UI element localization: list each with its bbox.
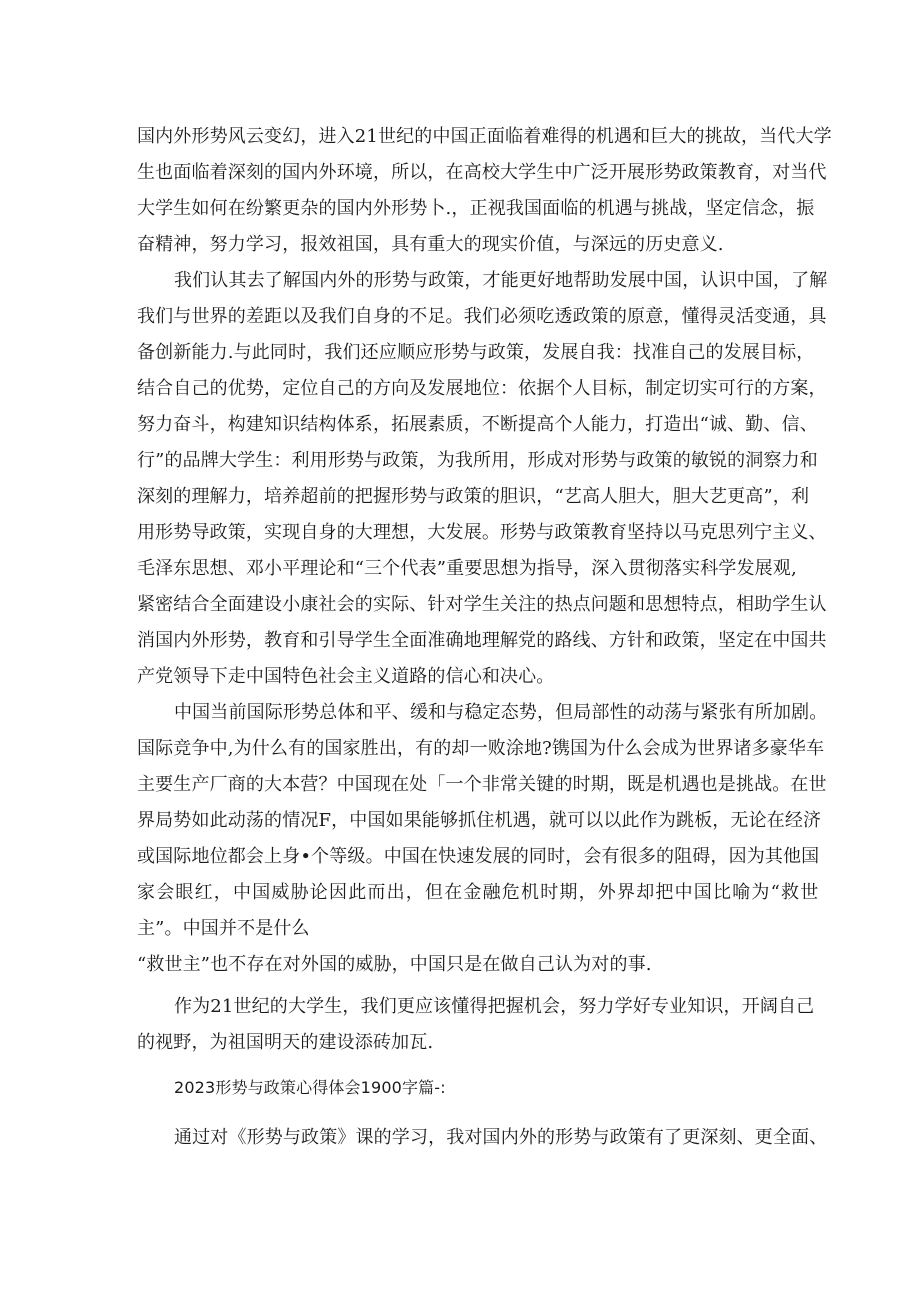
paragraph-3-line-3: 主要生产厂商的大本营？中国现在处「一个非常关键的时期，既是机遇也是挑战。在世	[137, 774, 827, 795]
paragraph-2-line-1: 我们认其去了解国内外的形势与政策，才能更好地帮助发展中国，认识中国，了解	[174, 270, 828, 291]
paragraph-2-line-5: 努力奋斗，构建知识结构体系，拓展素质，不断提高个人能力，打造出“诚、勤、信、	[137, 414, 818, 435]
paragraph-3-line-7: 主”。中国并不是什么	[137, 918, 310, 939]
paragraph-3-line-8: “救世主”也不存在对外国的威胁，中国只是在做自己认为对的事.	[137, 954, 652, 975]
paragraph-2-line-2: 我们与世界的差距以及我们自身的不足。我们必须吃透政策的原意，懂得灵活变通，具	[137, 306, 827, 327]
paragraph-3-line-2: 国际竞争中,为什么有的国家胜出，有的却一败涂地?镌国为什么会成为世界诸多豪华车	[137, 738, 825, 759]
paragraph-3-line-6: 家会眼红，中国威胁论因此而出，但在金融危机时期，外界却把中国比喻为“救世	[137, 882, 820, 903]
section-heading: 2023形势与政策心得体会1900字篇-:	[174, 1078, 446, 1097]
paragraph-3-line-4: 界局势如此动荡的情况F，中国如果能够抓住机遇，就可以以此作为跳板，无论在经济	[137, 810, 822, 831]
paragraph-2-line-10: 紧密结合全面建设小康社会的实际、针对学生关注的热点问题和思想特点，相助学生认	[137, 594, 827, 615]
paragraph-2-line-9: 毛泽东思想、邓小平理论和“三个代表”重要思想为指导，深入贯彻落实科学发展观,	[137, 558, 797, 579]
paragraph-2-line-3: 备创新能力.与此同时，我们还应顺应形势与政策，发展自我：找准自己的发展目标，	[137, 342, 815, 363]
paragraph-2-line-11: 消国内外形势，教育和引导学生全面准确地理解党的路线、方针和政策，坚定在中国共	[137, 630, 827, 651]
paragraph-2-line-4: 结合自己的优势，定位自己的方向及发展地位：依据个人目标，制定切实可行的方案，	[137, 378, 827, 399]
paragraph-2-line-6: 行”的品牌大学生：利用形势与政策，为我所用，形成对形势与政策的敏锐的洞察力和	[137, 450, 818, 471]
paragraph-4-line-1: 作为21世纪的大学生，我们更应该懂得把握机会，努力学好专业知识，开阔自己	[174, 996, 815, 1017]
paragraph-3-line-1: 中国当前国际形势总体和平、缓和与稳定态势，但局部性的动荡与紧张有所加剧。	[174, 702, 828, 723]
paragraph-2-line-8: 用形势导政策，实现自身的大理想，大发展。形势与政策教育坚持以马克思列宁主义、	[137, 522, 827, 543]
paragraph-2-line-12: 产党领导下走中国特色社会主义道路的信心和决心。	[137, 666, 555, 687]
paragraph-1-line-4: 奋精神，努力学习，报效祖国，具有重大的现实价值，与深远的历史意义.	[137, 234, 724, 255]
paragraph-1-line-3: 大学生如何在纷繁更杂的国内外形势卜.，正视我国面临的机遇与挑战，坚定信念，振	[137, 198, 815, 219]
paragraph-1-line-2: 生也面临着深刻的国内外环境，所以，在高校大学生中广泛开展形势政策教育，对当代	[137, 162, 827, 183]
paragraph-3-line-5: 或国际地位都会上身•个等级。中国在快速发展的同时，会有很多的阻碍，因为其他国	[137, 846, 820, 867]
paragraph-4-line-2: 的视野，为祖国明天的建设添砖加瓦.	[137, 1032, 434, 1053]
final-paragraph-line-1: 通过对《形势与政策》课的学习，我对国内外的形势与政策有了更深刻、更全面、	[174, 1127, 828, 1148]
paragraph-2-line-7: 深刻的理解力，培养超前的把握形势与政策的胆识，“艺高人胆大，胆大艺更高”，利	[137, 486, 810, 507]
paragraph-1-line-1: 国内外形势风云变幻，进入21世纪的中国正面临着难得的机遇和巨大的挑故，当代大学	[137, 126, 832, 147]
